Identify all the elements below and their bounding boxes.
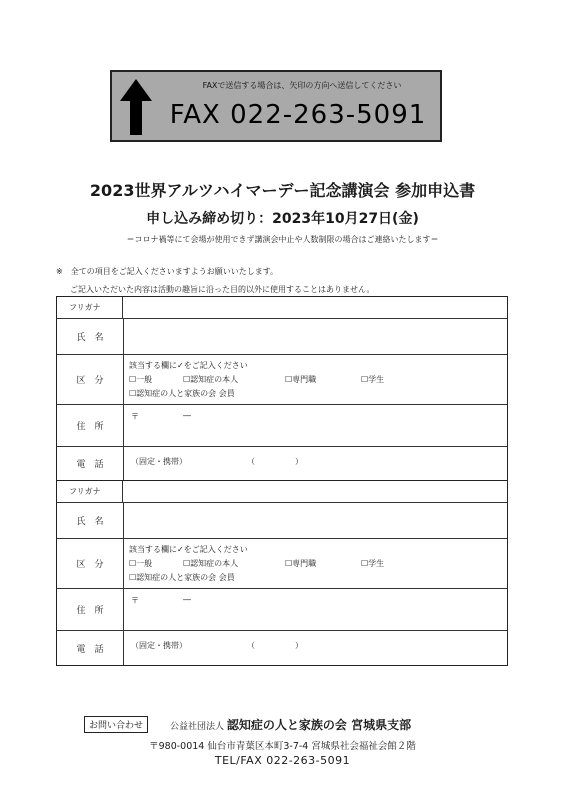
contact-tel-fax: TEL/FAX 022-263-5091 xyxy=(214,754,351,767)
option-student[interactable]: ☐学生 xyxy=(361,559,385,568)
address-input-2[interactable] xyxy=(129,589,503,630)
row-category-1 xyxy=(57,355,507,405)
option-general[interactable]: ☐一般 xyxy=(129,375,153,384)
contact-address: 〒980-0014 仙台市青葉区本町3-7-4 宮城県社会福祉会館２階 xyxy=(149,741,416,752)
row-phone-2 xyxy=(57,631,507,665)
name-input-2[interactable] xyxy=(129,503,503,538)
furigana-input-1[interactable] xyxy=(129,297,503,318)
postal-dash: ― xyxy=(183,595,191,604)
row-phone-1 xyxy=(57,447,507,481)
label-phone: 電 話 xyxy=(57,447,124,480)
label-furigana: フリガナ xyxy=(57,481,123,502)
row-category-2 xyxy=(57,539,507,589)
phone-type-note: （固定・携帯） xyxy=(131,641,187,650)
option-person-with-dementia[interactable]: ☐認知症の本人 xyxy=(183,559,239,568)
row-name-1 xyxy=(57,319,507,355)
cancellation-notice: ＝コロナ禍等にて会場が使用できず講演会中止や人数制限の場合はご連絡いたします＝ xyxy=(126,235,439,244)
option-member[interactable]: ☐認知症の人と家族の会 会員 xyxy=(129,573,235,582)
option-professional[interactable]: ☐専門職 xyxy=(285,375,317,384)
fax-banner xyxy=(110,70,442,142)
row-address-2 xyxy=(57,589,507,631)
row-address-1 xyxy=(57,405,507,447)
page-title: 2023世界アルツハイマーデー記念講演会 参加申込書 xyxy=(89,181,476,200)
postal-mark: 〒 xyxy=(131,412,139,421)
deadline: 申し込み締め切り：2023年10月27日(金) xyxy=(146,211,419,227)
label-address: 住 所 xyxy=(57,589,124,630)
label-address: 住 所 xyxy=(57,405,124,446)
up-arrow-icon xyxy=(118,77,154,137)
name-input-1[interactable] xyxy=(129,319,503,354)
label-category: 区 分 xyxy=(57,539,124,588)
phone-type-note: （固定・携帯） xyxy=(131,457,187,466)
option-person-with-dementia[interactable]: ☐認知症の本人 xyxy=(183,375,239,384)
phone-input-1[interactable] xyxy=(129,447,503,480)
label-phone: 電 話 xyxy=(57,631,124,665)
option-member[interactable]: ☐認知症の人と家族の会 会員 xyxy=(129,389,235,398)
postal-dash: ― xyxy=(183,411,191,420)
label-furigana: フリガナ xyxy=(57,297,123,318)
note-all-fields: ※ 全ての項目をご記入くださいますようお願いいたします。 xyxy=(56,267,279,276)
category-field-1 xyxy=(129,355,503,404)
phone-parens: （ ） xyxy=(247,641,303,650)
postal-mark: 〒 xyxy=(131,596,139,605)
row-name-2 xyxy=(57,503,507,539)
label-name: 氏 名 xyxy=(57,319,124,354)
org-prefix: 公益社団法人 xyxy=(170,722,225,732)
furigana-input-2[interactable] xyxy=(129,481,503,502)
option-student[interactable]: ☐学生 xyxy=(361,375,385,384)
option-general[interactable]: ☐一般 xyxy=(129,559,153,568)
contact-label: お問い合わせ xyxy=(84,716,148,733)
row-furigana-1 xyxy=(57,297,507,319)
category-heading: 該当する欄に✓をご記入ください xyxy=(129,361,248,370)
org-name: 認知症の人と家族の会 宮城県支部 xyxy=(226,718,412,732)
note-privacy: ご記入いただいた内容は活動の趣旨に沿った目的以外に使用することはありません。 xyxy=(70,285,375,294)
category-field-2 xyxy=(129,539,503,588)
phone-parens: （ ） xyxy=(247,457,303,466)
label-category: 区 分 xyxy=(57,355,124,404)
option-professional[interactable]: ☐専門職 xyxy=(285,559,317,568)
address-input-1[interactable] xyxy=(129,405,503,446)
category-heading: 該当する欄に✓をご記入ください xyxy=(129,545,248,554)
row-furigana-2 xyxy=(57,481,507,503)
application-table xyxy=(56,296,508,666)
fax-number: FAX 022-263-5091 xyxy=(169,100,427,130)
label-name: 氏 名 xyxy=(57,503,124,538)
phone-input-2[interactable] xyxy=(129,631,503,665)
fax-instruction: FAXで送信する場合は、矢印の方向へ送信してください xyxy=(202,81,402,90)
contact-organization xyxy=(170,716,411,733)
